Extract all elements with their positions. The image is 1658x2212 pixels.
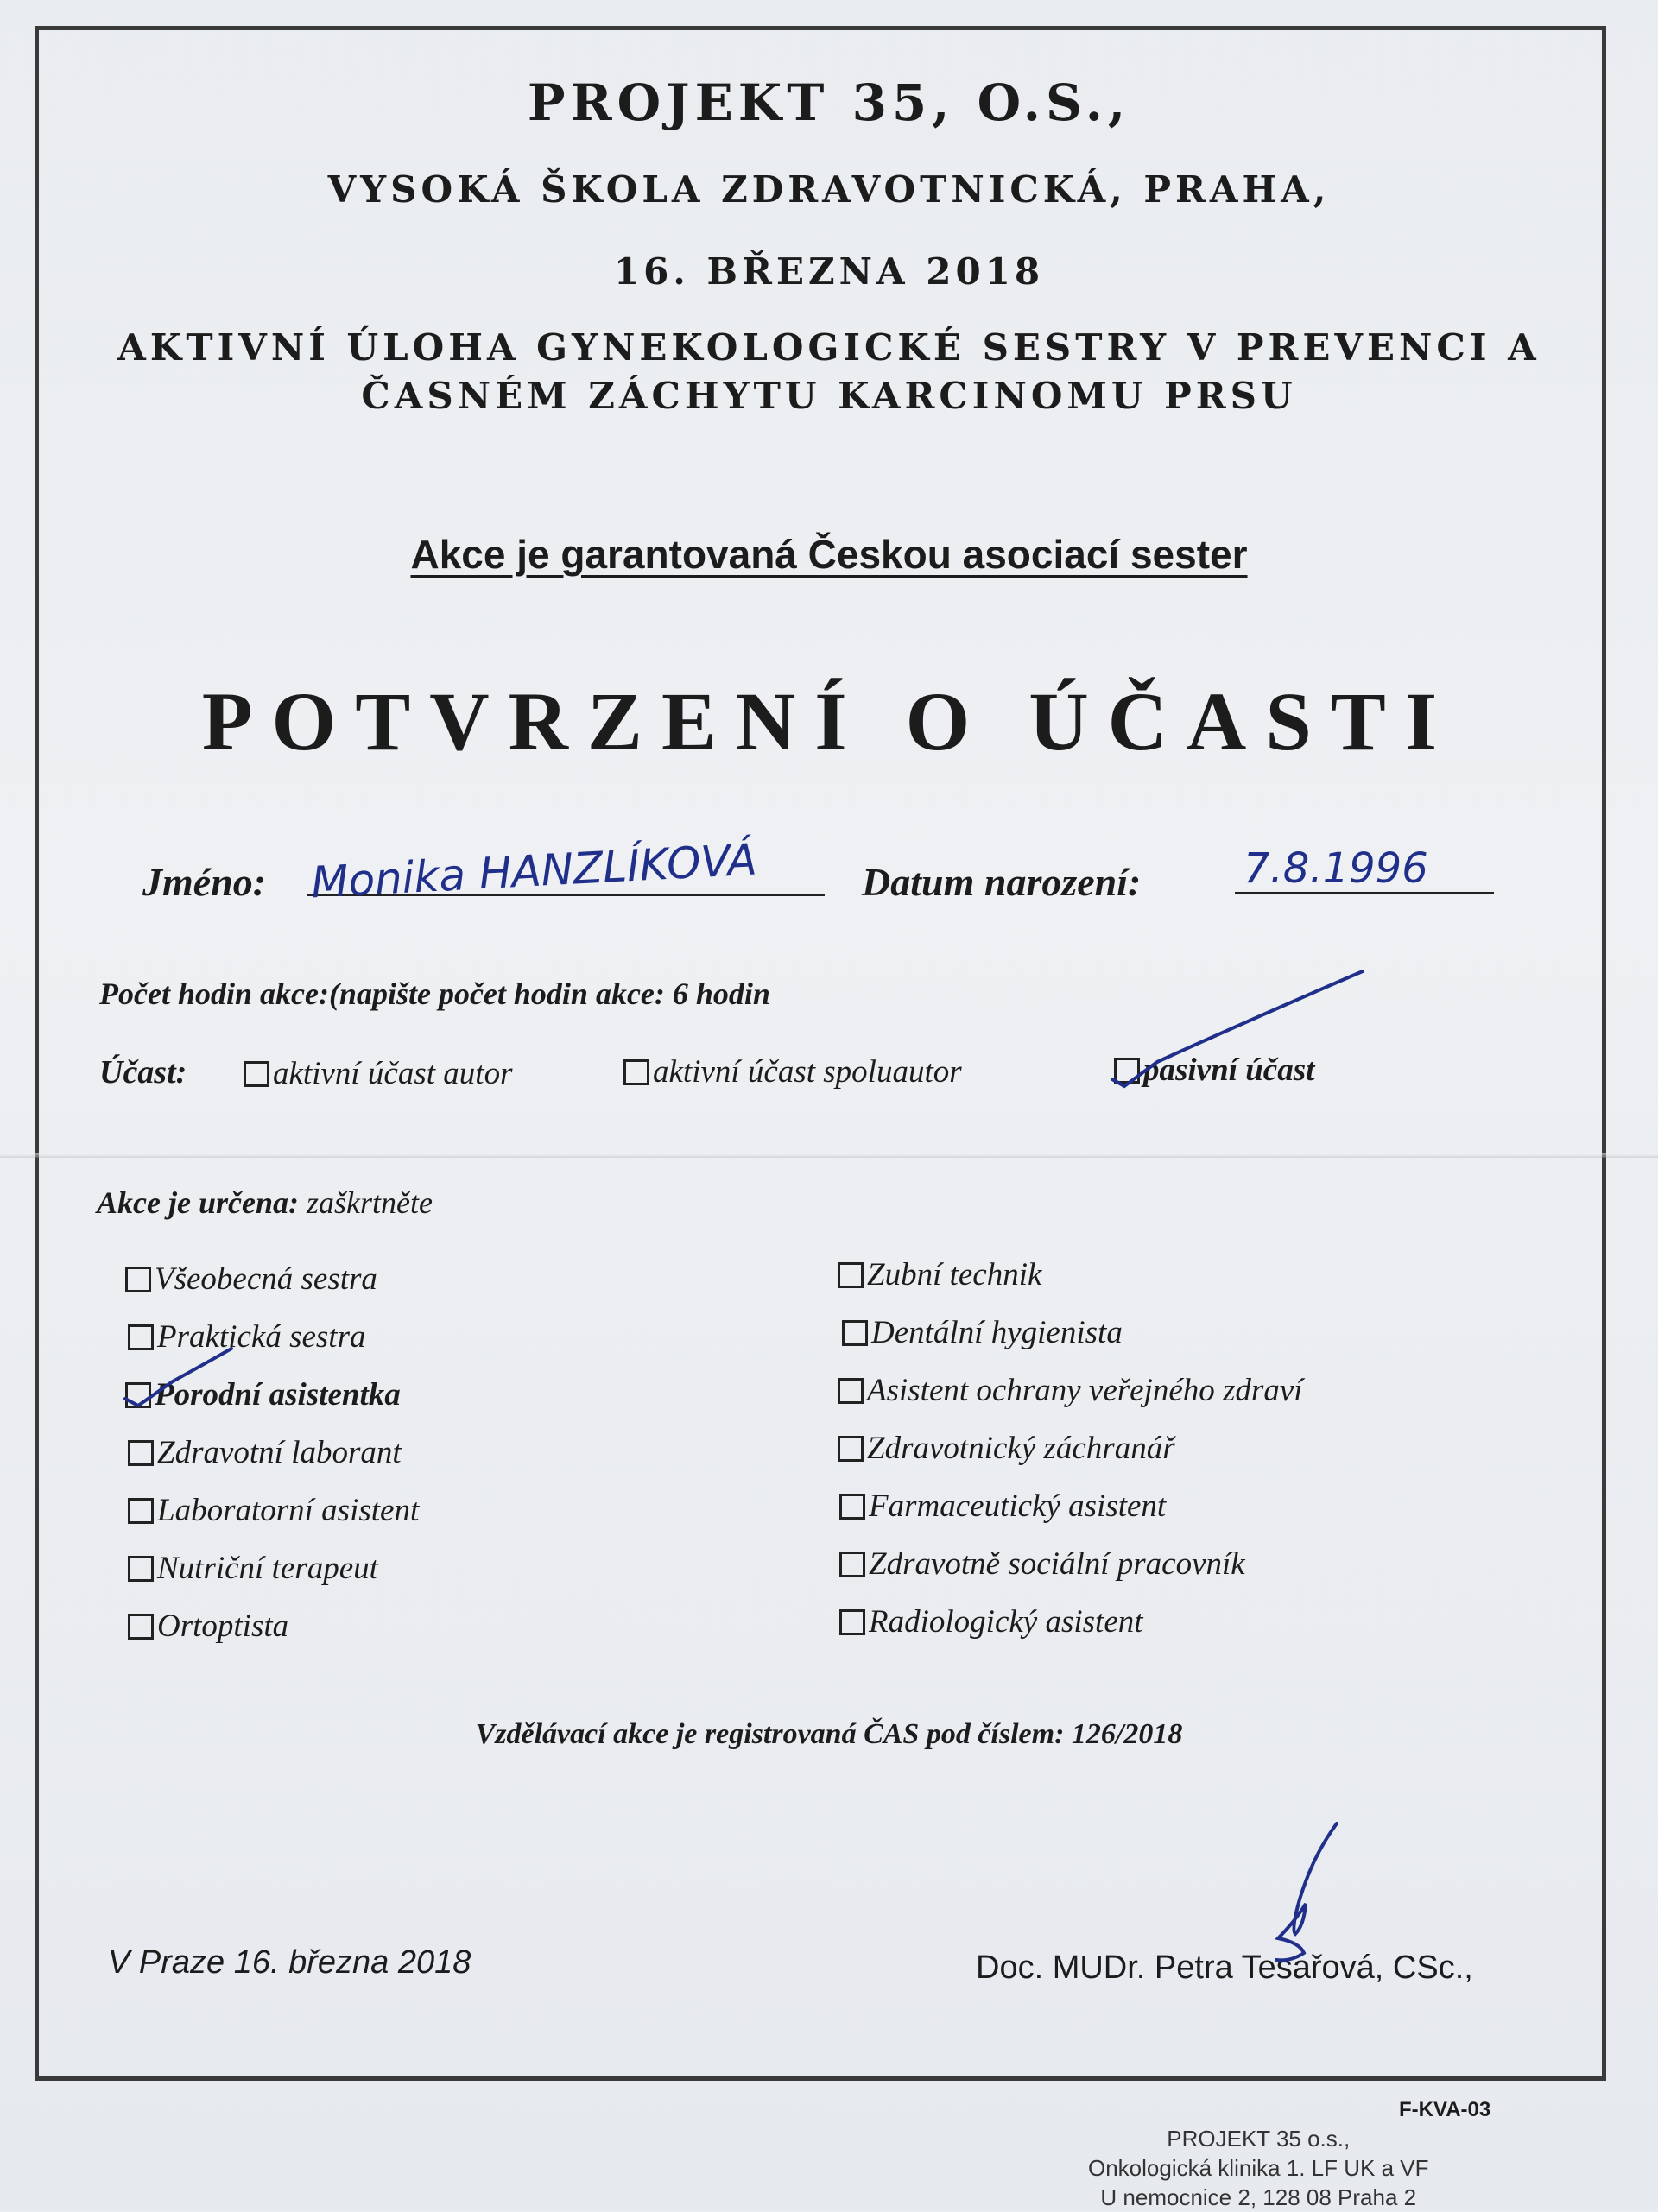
option-laboratorni-asistent[interactable] xyxy=(128,1492,419,1529)
event-topic xyxy=(0,324,1658,420)
form-code: F-KVA-03 xyxy=(1399,2098,1491,2121)
option-label: Zdravotní laborant xyxy=(157,1435,402,1470)
stamp-line1: PROJEKT 35 o.s., xyxy=(1167,2126,1351,2152)
option-asistent-ochrany[interactable] xyxy=(838,1372,1303,1409)
checkbox[interactable] xyxy=(244,1061,269,1087)
checkbox[interactable] xyxy=(128,1614,154,1640)
intended-for xyxy=(97,1185,433,1221)
checkbox-checked[interactable] xyxy=(125,1382,151,1408)
option-zachranar[interactable] xyxy=(838,1430,1175,1467)
name-label: Jméno: xyxy=(142,860,267,904)
option-ortoptista[interactable] xyxy=(128,1608,288,1645)
option-label: Porodní asistentka xyxy=(155,1377,401,1413)
option-label: Nutriční terapeut xyxy=(157,1551,378,1586)
stamp-line3: U nemocnice 2, 128 08 Praha 2 xyxy=(1100,2184,1417,2210)
option-label: Všeobecná sestra xyxy=(155,1261,377,1297)
option-zubni-technik[interactable] xyxy=(838,1256,1041,1293)
checkbox-checked[interactable] xyxy=(1114,1058,1140,1084)
option-label: aktivní účast autor xyxy=(273,1056,513,1091)
guarantee-text: Akce je garantovaná Českou asociací sester xyxy=(410,532,1248,577)
place-date: V Praze 16. března 2018 xyxy=(108,1944,471,1981)
checkbox[interactable] xyxy=(128,1556,154,1582)
checkbox[interactable] xyxy=(839,1552,865,1577)
option-socialni-pracovnik[interactable] xyxy=(839,1545,1245,1583)
participation-passive[interactable] xyxy=(1114,1052,1314,1089)
checkbox[interactable] xyxy=(623,1059,649,1085)
option-label: Ortoptista xyxy=(157,1608,289,1644)
organizer-stamp xyxy=(1088,2124,1429,2212)
event-topic-line2: ČASNÉM ZÁCHYTU KARCINOMU PRSU xyxy=(361,375,1297,417)
participation-label: Účast: xyxy=(99,1054,187,1090)
option-vseobecna-sestra[interactable] xyxy=(125,1261,377,1298)
option-label: Laboratorní asistent xyxy=(157,1493,420,1528)
checkbox[interactable] xyxy=(839,1494,865,1520)
checkbox[interactable] xyxy=(128,1498,154,1524)
option-porodni-asistentka[interactable] xyxy=(125,1376,401,1413)
option-radiologicky-asistent[interactable] xyxy=(839,1603,1143,1640)
signer-name: Doc. MUDr. Petra Tesařová, CSc., xyxy=(976,1950,1473,1986)
checkbox[interactable] xyxy=(128,1440,154,1466)
participation-coauthor[interactable] xyxy=(623,1053,962,1090)
checkbox[interactable] xyxy=(838,1436,864,1462)
intended-hint: zaškrtněte xyxy=(306,1185,433,1220)
option-label: aktivní účast spoluautor xyxy=(653,1054,962,1090)
event-topic-line1: AKTIVNÍ ÚLOHA GYNEKOLOGICKÉ SESTRY V PREVENCI A xyxy=(117,326,1541,369)
event-date: 16. BŘEZNA 2018 xyxy=(613,250,1045,293)
checkbox[interactable] xyxy=(839,1609,865,1635)
option-label: Zdravotnický záchranář xyxy=(867,1431,1175,1466)
checkbox[interactable] xyxy=(842,1320,868,1346)
checkbox[interactable] xyxy=(128,1324,154,1350)
option-label: Praktická sestra xyxy=(157,1319,366,1355)
option-farmaceuticky-asistent[interactable] xyxy=(839,1488,1166,1525)
organizer-heading: PROJEKT 35, O.S., xyxy=(527,73,1131,132)
participation-author[interactable] xyxy=(244,1055,512,1092)
certificate-title: POTVRZENÍ O ÚČASTI xyxy=(201,675,1457,768)
option-label: Zubní technik xyxy=(867,1257,1042,1292)
paper-fold xyxy=(0,1153,1658,1158)
name-value[interactable]: Monika HANZLÍKOVÁ xyxy=(309,834,758,908)
intended-label: Akce je určena: xyxy=(97,1185,299,1220)
checkbox[interactable] xyxy=(125,1267,151,1292)
dob-value[interactable]: 7.8.1996 xyxy=(1244,844,1428,893)
checkbox[interactable] xyxy=(838,1378,864,1404)
option-label: Farmaceutický asistent xyxy=(869,1488,1167,1524)
option-label: Asistent ochrany veřejného zdraví xyxy=(867,1373,1303,1408)
option-label: pasivní účast xyxy=(1143,1052,1315,1088)
hours-line: Počet hodin akce:(napište počet hodin akce: 6 hodin xyxy=(99,976,770,1011)
option-label: Zdravotně sociální pracovník xyxy=(869,1546,1245,1582)
option-label: Radiologický asistent xyxy=(869,1604,1143,1640)
checkbox[interactable] xyxy=(838,1262,864,1288)
school-heading: VYSOKÁ ŠKOLA ZDRAVOTNICKÁ, PRAHA, xyxy=(327,168,1331,211)
dob-label: Datum narození: xyxy=(862,860,1142,904)
option-label: Dentální hygienista xyxy=(871,1315,1123,1350)
option-nutricni-terapeut[interactable] xyxy=(128,1550,378,1587)
option-prakticka-sestra[interactable] xyxy=(128,1318,365,1356)
stamp-line2: Onkologická klinika 1. LF UK a VF xyxy=(1088,2155,1429,2181)
option-zdravotni-laborant[interactable] xyxy=(128,1434,402,1471)
registration-note: Vzdělávací akce je registrovaná ČAS pod číslem: 126/2018 xyxy=(475,1718,1183,1750)
guarantee-note xyxy=(0,531,1658,578)
option-dentalni-hygienista[interactable] xyxy=(842,1314,1123,1351)
